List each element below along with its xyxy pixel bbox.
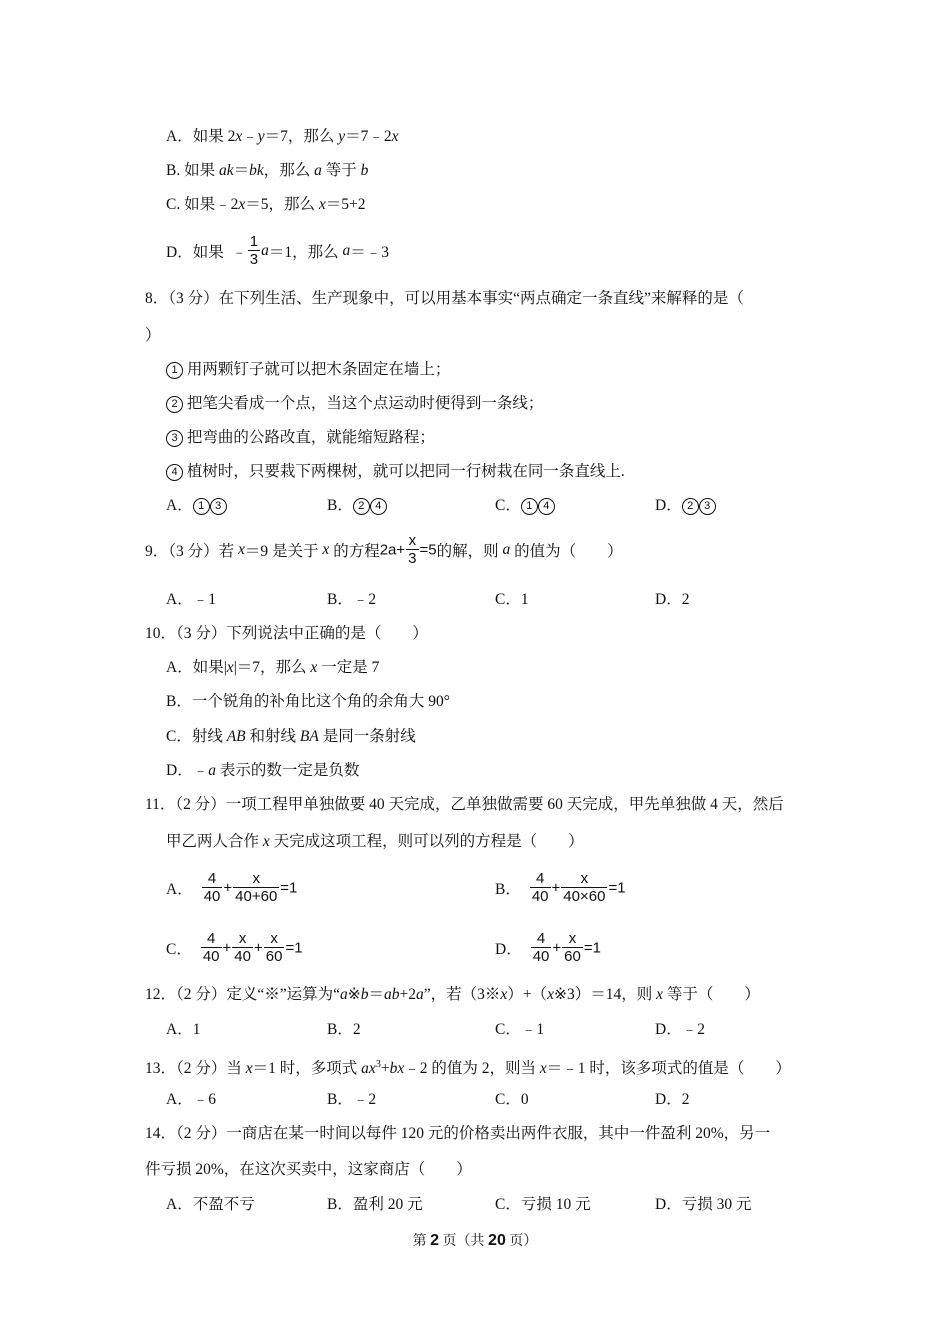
q11-option-a: A． $\frac{4}{40}$ + $\frac{x}{40+60}$ =1 (166, 870, 298, 905)
q9-option-d: D．2 (655, 591, 690, 608)
page-total: 20 (488, 1232, 506, 1249)
q8-option-d: D． 2 3 (655, 496, 716, 516)
q14-stem-line1: 14．（2 分）一商店在某一时间以每件 120 元的价格卖出两件衣服，其中一件盈利 20%，另一 (145, 1125, 771, 1142)
q13-option-c: C．0 (495, 1091, 529, 1108)
q9-stem: 9．（3 分）若 x＝9 是关于 x 的方程2a+ $\frac{x}{3}$ =5的解，则 a 的值为（ ） (145, 532, 623, 567)
q7-option-a: A．如果 2x﹣y＝7，那么 y＝7﹣2x (166, 128, 399, 145)
fraction: $\frac{x}{60}$ (265, 930, 283, 965)
q13-option-d: D．2 (655, 1091, 690, 1108)
fraction: $\frac{4}{40}$ (202, 930, 220, 965)
q13-stem: 13．（2 分）当 x＝1 时，多项式 $ax^3+bx﹣2$ 的值为 2，则当 x＝﹣1 时，该多项式的值是（ ） (145, 1059, 791, 1078)
q10-stem: 10．（3 分）下列说法中正确的是（ ） (145, 625, 428, 642)
q8-stem: 8．（3 分）在下列生活、生产现象中，可以用基本事实“两点确定一条直线”来解释的是（ (145, 290, 744, 307)
q12-option-d: D．﹣2 (655, 1021, 705, 1038)
q8-option-b: B． 2 4 (327, 496, 387, 516)
page-footer: 第 2 页（共 20 页） (412, 1232, 538, 1249)
q14-option-b: B．盈利 20 元 (327, 1196, 423, 1213)
q13-option-a: A．﹣6 (166, 1091, 216, 1108)
q13-option-b: B．﹣2 (327, 1091, 377, 1108)
q11-stem-line2: 甲乙两人合作 x 天完成这项工程，则可以列的方程是（ ） (166, 833, 584, 850)
q14-option-d: D．亏损 30 元 (655, 1196, 752, 1213)
q14-stem-line2: 件亏损 20%，在这次买卖中，这家商店（ ） (145, 1161, 472, 1178)
fraction: $\frac{x}{3}$ (408, 532, 417, 567)
q10-option-a: A．如果|x|＝7，那么 x 一定是 7 (166, 659, 380, 676)
q11-option-d: D． $\frac{4}{40}$ + $\frac{x}{60}$ =1 (495, 930, 601, 965)
q8-option-c: C． 1 4 (495, 496, 555, 516)
fraction: $\frac{4}{40}$ (531, 870, 549, 905)
q14-option-c: C．亏损 10 元 (495, 1196, 591, 1213)
fraction: $\frac{4}{40}$ (203, 870, 221, 905)
q12-option-b: B．2 (327, 1021, 361, 1038)
q8-item-3: 3 把弯曲的公路改直，就能缩短路程； (166, 428, 435, 448)
q7-option-b: B. 如果 ak＝bk，那么 a 等于 b (166, 162, 369, 179)
q11-option-b: B． $\frac{4}{40}$ + $\frac{x}{40\times 60}$ =1 (495, 870, 626, 905)
q8-option-a: A． 1 3 (166, 496, 227, 516)
q8-stem-end: ） (145, 327, 161, 344)
q7-option-c: C. 如果﹣2x＝5，那么 x＝5+2 (166, 196, 366, 213)
q12-option-c: C．﹣1 (495, 1021, 545, 1038)
fraction: $\frac{4}{40}$ (532, 930, 550, 965)
q9-option-c: C．1 (495, 591, 529, 608)
q10-option-c: C．射线 AB 和射线 BA 是同一条射线 (166, 728, 416, 745)
fraction: $\frac{x}{40}$ (234, 930, 251, 965)
fraction: $\frac{x}{40+60}$ (235, 870, 278, 905)
q12-stem: 12．（2 分）定义“※”运算为“a※b＝ab+2a”，若（3※x）+（x※3）＝14，则 x 等于（ ） (145, 986, 760, 1003)
q8-item-1: 1 用两颗钉子就可以把木条固定在墙上； (166, 360, 450, 380)
q12-option-a: A．1 (166, 1021, 201, 1038)
q9-option-a: A．﹣1 (166, 591, 216, 608)
q11-option-c: C． $\frac{4}{40}$ + $\frac{x}{40}$ + $\frac{x}{60}$ =1 (166, 930, 303, 965)
fraction: $\frac{x}{60}$ (564, 930, 581, 965)
q8-item-4: 4 植树时，只要栽下两棵树，就可以把同一行树栽在同一条直线上. (166, 462, 625, 482)
q7-option-d: D．如果 ﹣ $\frac{1}{3}$ a＝1，那么 a＝﹣3 (166, 233, 389, 268)
fraction: $\frac{1}{3}$ (249, 233, 259, 268)
q10-option-b: B．一个锐角的补角比这个角的余角大 90° (166, 693, 450, 710)
q10-option-d: D．﹣a 表示的数一定是负数 (166, 762, 360, 779)
page-number: 2 (430, 1232, 440, 1249)
q8-item-2: 2 把笔尖看成一个点，当这个点运动时便得到一条线； (166, 394, 543, 414)
q9-option-b: B．﹣2 (327, 591, 377, 608)
q11-stem-line1: 11．（2 分）一项工程甲单独做要 40 天完成，乙单独做需要 60 天完成，甲先单独做 4 天，然后 (145, 796, 784, 813)
fraction: $\frac{x}{40\times 60}$ (563, 870, 606, 905)
q14-option-a: A．不盈不亏 (166, 1196, 255, 1213)
